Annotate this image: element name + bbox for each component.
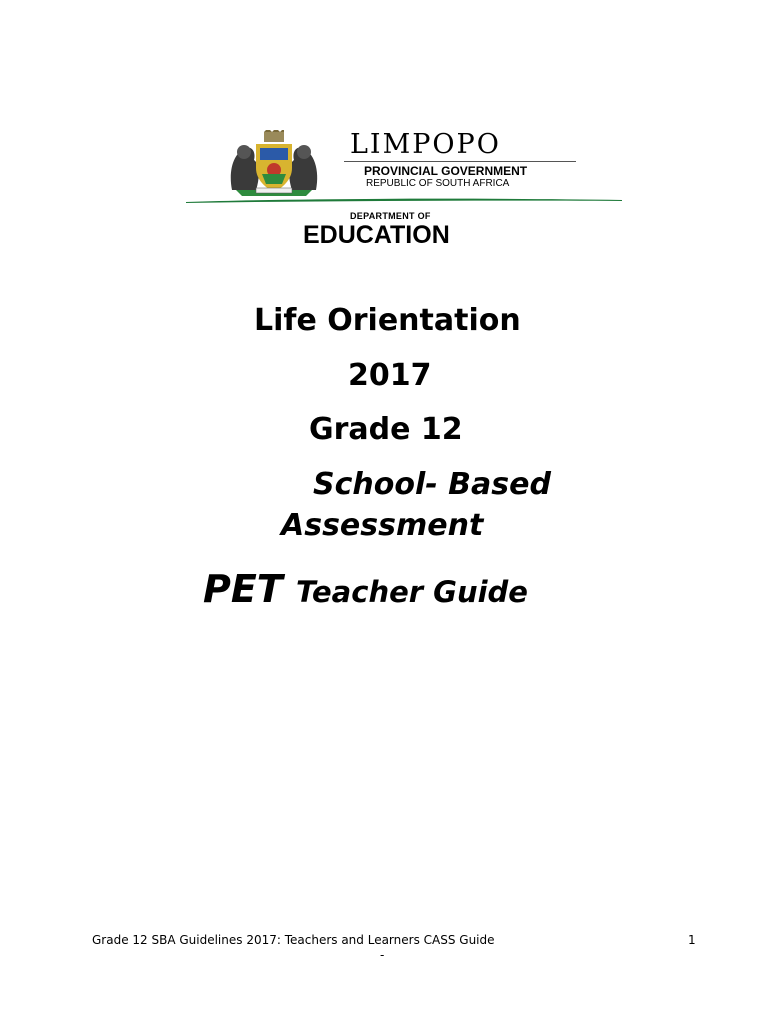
sba-title-part1: School- Based xyxy=(313,467,551,502)
sba-title-part2: Assessment xyxy=(281,508,484,543)
subject-title: Life Orientation xyxy=(254,303,521,338)
pet-label: PET xyxy=(203,567,283,611)
coat-of-arms-icon xyxy=(226,130,322,198)
country-label: REPUBLIC OF SOUTH AFRICA xyxy=(366,178,510,189)
department-logo xyxy=(178,120,622,254)
grade-title: Grade 12 xyxy=(309,412,463,447)
footer-text: Grade 12 SBA Guidelines 2017: Teachers and Learners CASS Guide xyxy=(92,933,495,947)
province-name: LIMPOPO xyxy=(350,129,501,160)
guide-title xyxy=(203,567,528,611)
green-swoosh-divider xyxy=(186,198,622,204)
page-number: 1 xyxy=(688,933,696,947)
education-label: EDUCATION xyxy=(303,221,450,249)
footer-dash: - xyxy=(380,948,385,962)
department-of-label: DEPARTMENT OF xyxy=(350,211,431,221)
teacher-guide-label: Teacher Guide xyxy=(295,575,528,609)
provincial-government-label: PROVINCIAL GOVERNMENT xyxy=(364,164,528,178)
year-title: 2017 xyxy=(348,358,432,393)
logo-divider xyxy=(344,161,576,162)
